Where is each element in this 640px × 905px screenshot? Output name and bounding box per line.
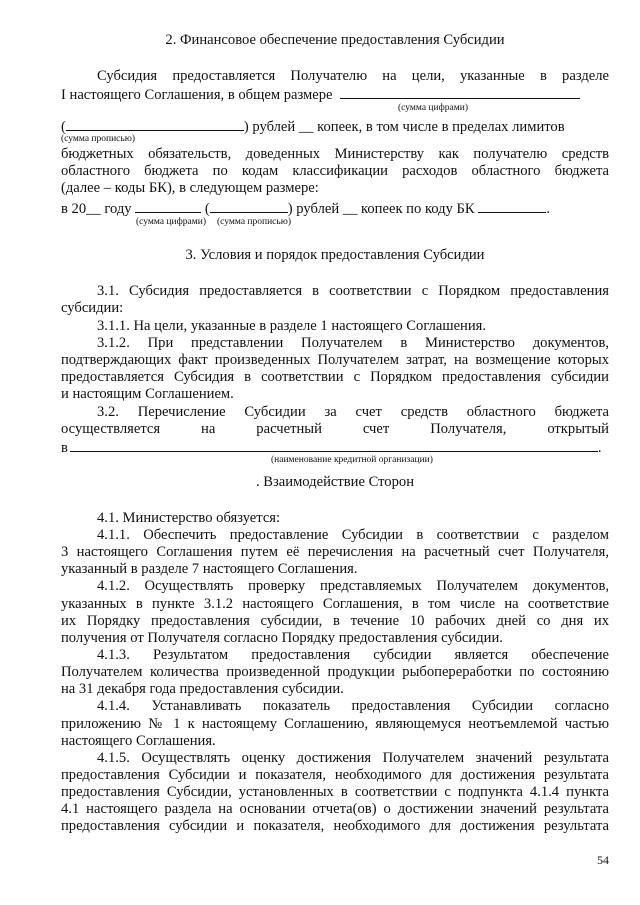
p413-line-2: Получателем количества произведенной продукции рыбопереработки по состоянию xyxy=(61,664,609,680)
section-2-line-4: бюджетных обязательств, доведенных Министерству как получателю средств xyxy=(61,146,609,162)
p412-line-2: указанных в пункте 3.1.2 настоящего Соглашения, в том числе на соответствие xyxy=(61,596,609,612)
bk-code-field[interactable] xyxy=(478,199,546,213)
p413-line-3: на 31 декабря года предоставления субсидии. xyxy=(61,681,344,697)
section-2-heading: 2. Финансовое обеспечение предоставления Субсидии xyxy=(165,32,505,48)
bank-name-field[interactable] xyxy=(70,438,598,452)
p312-line-4: и настоящим Соглашением. xyxy=(61,386,234,402)
section-2-line-3-text: ) рублей __ копеек, в том числе в пределах лимитов xyxy=(243,119,565,135)
p32-line-1: 3.2. Перечисление Субсидии за счет средств областного бюджета xyxy=(97,404,609,420)
total-amount-digits-field[interactable] xyxy=(340,85,580,99)
year-amount-digits-field[interactable] xyxy=(135,199,201,213)
p311: 3.1.1. На цели, указанные в разделе 1 настоящего Соглашения. xyxy=(97,318,487,334)
bk-text: ) рублей __ копеек по коду БК xyxy=(287,201,475,217)
page-number: 54 xyxy=(597,853,609,867)
caption-sum-digits: (сумма цифрами) xyxy=(398,103,468,113)
section-2-line-1: Субсидия предоставляется Получателю на цели, указанные в разделе xyxy=(97,68,609,84)
caption-sum-digits-2: (сумма цифрами) xyxy=(136,217,206,227)
p412-line-1: 4.1.2. Осуществлять проверку представляемых Получателем документов, xyxy=(97,578,609,594)
p312-line-2: подтверждающих факт произведенных Получателем затрат, на возмещение которых xyxy=(61,352,609,368)
paren-open: ( xyxy=(61,119,66,135)
p31-line-1: 3.1. Субсидия предоставляется в соответствии с Порядком предоставления xyxy=(97,283,609,299)
p312-line-3: предоставляется Субсидия в соответствии с Порядком предоставления субсидии xyxy=(61,369,609,385)
paren-open-2: ( xyxy=(204,201,210,217)
caption-sum-words-2: (сумма прописью) xyxy=(217,217,291,227)
year-amount-words-field[interactable] xyxy=(210,199,288,213)
period-2: . xyxy=(597,440,602,456)
p414-line-2: приложению № 1 к настоящему Соглашению, являющемуся неотъемлемой частью xyxy=(61,716,609,732)
p312-line-1: 3.1.2. При представлении Получателем в Министерство документов, xyxy=(97,335,609,351)
p411-line-1: 4.1.1. Обеспечить предоставление Субсидии в соответствии с разделом xyxy=(97,527,609,543)
p415-line-4: 4.1 настоящего раздела на основании отчета(ов) о достижении значений результата xyxy=(61,801,609,817)
section-2-line-5: областного бюджета по кодам классификации расходов областного бюджета xyxy=(61,163,609,179)
p415-line-3: предоставления Субсидии, установленных в соответствии с подпункта 4.1.4 пункта xyxy=(61,784,609,800)
p32-line-2: осуществляется на расчетный счет Получателя, открытый xyxy=(61,421,609,437)
p31-line-2: субсидии: xyxy=(61,300,124,316)
p41: 4.1. Министерство обязуется: xyxy=(97,510,281,526)
p415-line-2: предоставления Субсидии и показателя, необходимого для достижения результата xyxy=(61,767,609,783)
caption-sum-words: (сумма прописью) xyxy=(61,134,135,144)
caption-bank-name: (наименование кредитной организации) xyxy=(271,455,433,465)
p414-line-1: 4.1.4. Устанавливать показатель предоставления Субсидии согласно xyxy=(97,698,609,714)
p413-line-1: 4.1.3. Результатом предоставления субсидии является обеспечение xyxy=(97,647,609,663)
p411-line-3: указанный в разделе 7 настоящего Соглашения. xyxy=(61,561,358,577)
p415-line-1: 4.1.5. Осуществлять оценку достижения Получателем значений результата xyxy=(97,750,609,766)
p414-line-3: настоящего Соглашения. xyxy=(61,733,216,749)
year-text: в 20__ году xyxy=(61,201,132,217)
p415-line-5: предоставления субсидии и показателя, необходимого для достижения результата xyxy=(61,818,609,834)
section-2-line-2-text: I настоящего Соглашения, в общем размере xyxy=(61,87,333,103)
p412-line-3: их Порядку предоставления субсидии, в течение 10 рабочих дней со дня их xyxy=(61,613,609,629)
preposition-v: в xyxy=(61,440,68,456)
section-2-line-7 xyxy=(61,199,609,218)
p411-line-2: 3 настоящего Соглашения путем её перечисления на расчетный счет Получателя, xyxy=(61,544,609,560)
period: . xyxy=(546,201,550,217)
section-2-line-3 xyxy=(61,117,609,136)
p412-line-4: получения от Получателя согласно Порядку предоставления субсидии. xyxy=(61,630,503,646)
section-3-heading: 3. Условия и порядок предоставления Субсидии xyxy=(185,247,485,263)
section-2-line-2 xyxy=(61,85,609,104)
total-amount-words-field[interactable] xyxy=(66,117,244,131)
section-4-heading: . Взаимодействие Сторон xyxy=(255,474,414,490)
section-2-line-6: (далее – коды БК), в следующем размере: xyxy=(61,180,319,196)
